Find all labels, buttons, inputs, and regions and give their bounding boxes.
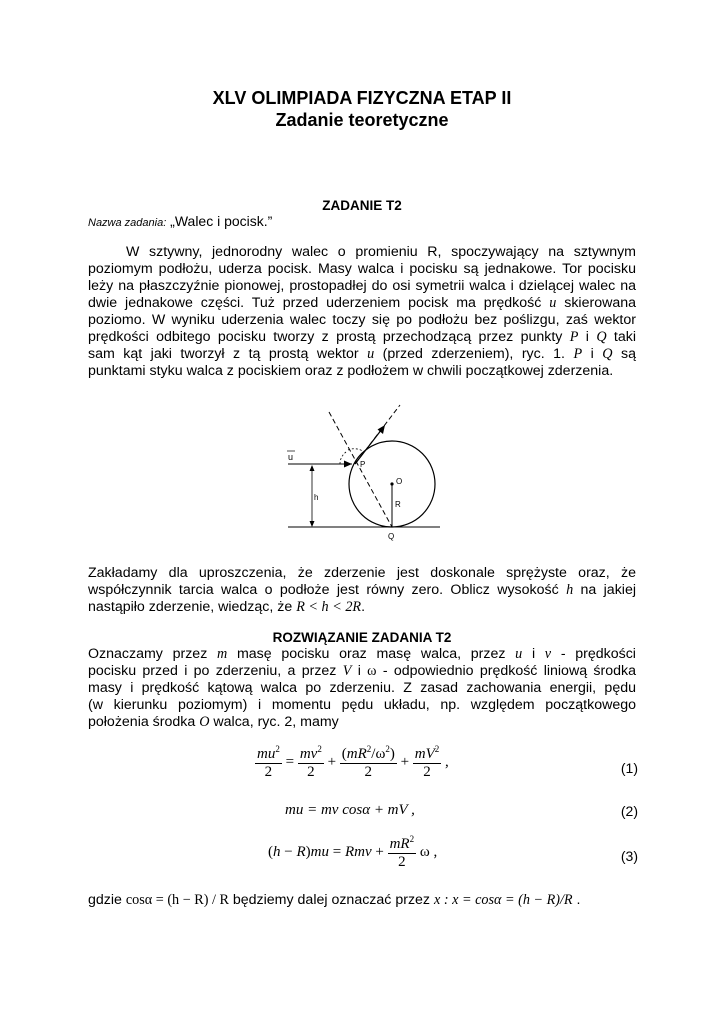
reflected-velocity-line [355,429,382,464]
text-line: sam kąt jaki tworzył z tą prostą wektor u (przed zderzeniem), ryc. 1. P i Q są [88,346,636,362]
label-u: u [288,452,294,462]
text-line: punktami styku walca z pociskiem oraz z podłożem w chwili początkowej zderzenia. [88,363,614,379]
center-point [390,482,393,485]
task-heading: ZADANIE T2 [322,198,402,213]
height-arrow-bottom [310,521,315,527]
text-line: pocisku przed i po zderzeniu, a przez V i ω - odpowiednio prędkość liniową środka [88,663,636,679]
equation-3-number: (3) [620,848,638,864]
height-arrow-top [310,465,315,471]
solution-heading: ROZWIĄZANIE ZADANIA T2 [272,630,452,645]
text-line: Zakładamy dla uproszczenia, że zderzenie jest doskonale sprężyste oraz, że [88,565,636,581]
solution-paragraph [88,646,636,731]
label-r: R [395,500,401,509]
equation-2-number: (2) [620,803,638,819]
equation-2: mu = mv cosα + mV , [285,802,415,818]
label-h: h [314,493,319,502]
text-line: Oznaczamy przez m masę pocisku oraz masę walca, przez u i v - prędkości [88,646,636,662]
text-line: prędkości odbitego pocisku tworzy z prostą przechodzącą przez punkty P i Q taki [88,329,636,345]
page-subtitle: Zadanie teoretyczne [275,110,449,130]
text-line: poziomym podłożu, uderza pocisk. Masy walca i pocisku są jednakowe. Tor pocisku [88,261,636,277]
equation-1-number: (1) [620,760,638,776]
page-title: XLV OLIMPIADA FIZYCZNA ETAP II [212,88,512,108]
text-line: dwie jednakowe części. Tuż przed uderzeniem pocisk ma prędkość u skierowana [88,295,636,311]
intro-paragraph [88,244,636,380]
text-line: leży na płaszczyźnie pionowej, prostopadłej do osi symetrii walca i dzielącej walec na [88,278,636,294]
figure-1 [280,400,450,545]
text-line: W sztywny, jednorodny walec o promieniu R, spoczywający na sztywnym [126,244,636,260]
task-name [88,213,272,229]
label-o: O [396,477,403,486]
label-p: P [360,460,366,469]
label-q: Q [388,532,395,541]
task-name-value: „Walec i pocisk.” [170,213,273,229]
equation-3: (h − R)mu = Rmv + $\frac{mR^2}{2}$ ω , [268,834,438,870]
text-line: nastąpiło zderzenie, wiedząc, że R < h < 2R. [88,599,366,615]
footer-text-line: gdzie cosα = (h − R) / R będziemy dalej oznaczać przez x : x = cosα = (h − R)/R . [88,892,581,908]
text-line: położenia środka O walca, ryc. 2, mamy [88,714,339,730]
equation-1: $\frac{mu^2}{2}$ = $\frac{mv^2}{2}$ + $\frac{(mR^2/\omega^2)}{2}$ + $\frac{mV^2}{2}$ , [257,744,449,780]
text-line: (w kierunku poziomym) i momentu pędu układu, np. względem początkowego [88,697,636,713]
velocity-u-arrowhead [344,461,352,468]
assumption-paragraph [88,565,636,616]
text-line: współczynnik tarcia walca o podłoże jest równy zero. Oblicz wysokość h na jakiej [88,582,636,598]
task-name-label: Nazwa zadania: [88,217,167,229]
text-line: masy i prędkość kątową walca po zderzeniu. Z zasad zachowania energii, pędu [88,680,636,696]
text-line: poziomo. W wyniku uderzenia walec toczy się po podłożu bez poślizgu, zaś wektor [88,312,636,328]
